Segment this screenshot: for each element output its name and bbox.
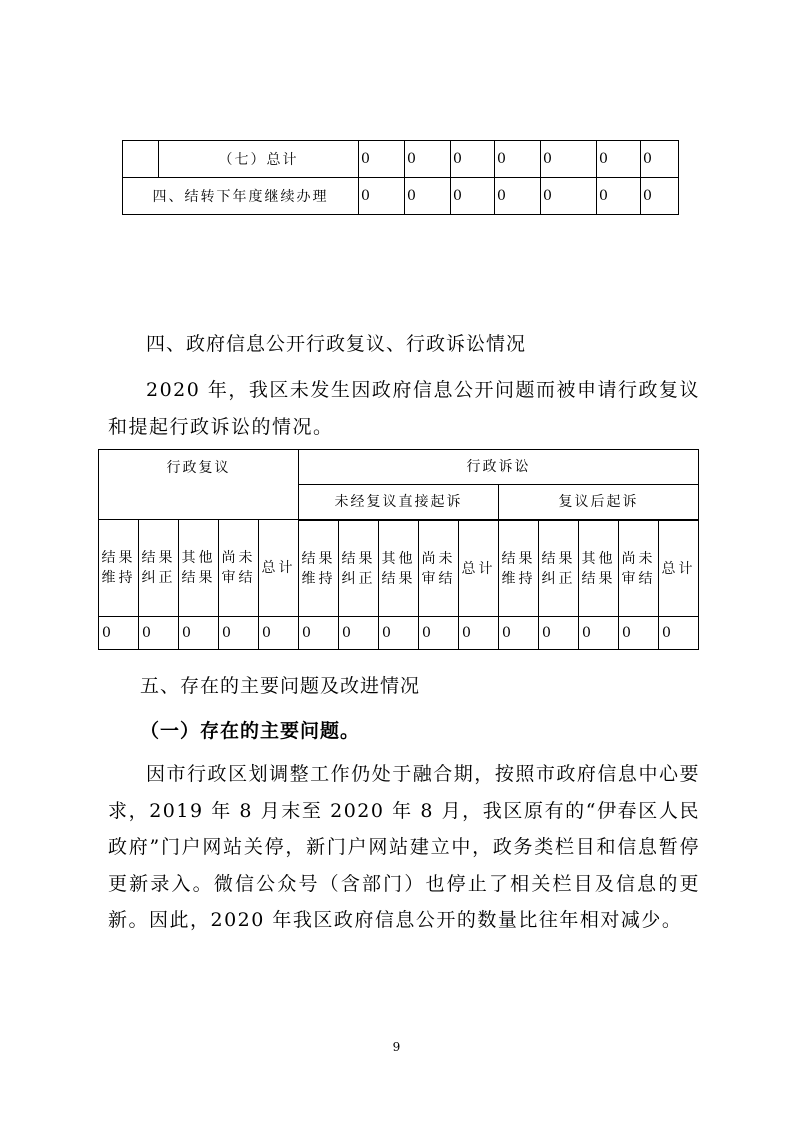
table-cell: 0 — [339, 617, 379, 650]
table-row — [99, 617, 699, 650]
table-cell: 0 — [495, 178, 541, 215]
table-cell: 0 — [619, 617, 659, 650]
table-cell: 0 — [359, 141, 405, 178]
table-cell: 0 — [405, 178, 451, 215]
table-row — [99, 450, 699, 485]
table-cell: 0 — [539, 617, 579, 650]
column-header: 其他结果 — [579, 521, 619, 617]
row-label: （七）总计 — [159, 141, 359, 178]
table-cell: 0 — [541, 178, 597, 215]
column-header: 总计 — [259, 520, 299, 617]
column-header: 其他结果 — [179, 520, 219, 617]
table-cell: 0 — [219, 617, 259, 650]
header-litigation: 行政诉讼 — [299, 450, 699, 485]
column-header: 结果维持 — [499, 521, 539, 617]
column-header: 总计 — [459, 521, 499, 617]
table-cell: 0 — [419, 617, 459, 650]
column-header: 尚未审结 — [619, 521, 659, 617]
table-cell — [123, 141, 159, 178]
table-cell: 0 — [179, 617, 219, 650]
column-header: 结果纠正 — [539, 521, 579, 617]
table-cell: 0 — [139, 617, 179, 650]
column-header: 结果纠正 — [339, 521, 379, 617]
table-cell: 0 — [459, 617, 499, 650]
table-cell: 0 — [499, 617, 539, 650]
column-header: 结果维持 — [299, 521, 339, 617]
table-cell: 0 — [597, 141, 641, 178]
table-cell: 0 — [379, 617, 419, 650]
table-row — [123, 141, 679, 178]
column-header: 结果维持 — [99, 520, 139, 617]
table-cell: 0 — [259, 617, 299, 650]
section-paragraph: 因市行政区划调整工作仍处于融合期，按照市政府信息中心要求，2019 年 8 月末至 2020 年 8 月，我区原有的“伊春区人民政府”门户网站关停，新门户网站建立中，政务类栏目和信息暂停更新录入。微信公众号（含部门）也停止了相关栏目及信息的更新。因此，2020 年我区政府信息公开的数量比往年相对减少。 — [108, 763, 700, 931]
column-header: 总计 — [659, 521, 699, 617]
table-cell: 0 — [359, 178, 405, 215]
table-cell: 0 — [659, 617, 699, 650]
table-cell: 0 — [299, 617, 339, 650]
table-cell: 0 — [451, 178, 495, 215]
table-cell: 0 — [641, 178, 679, 215]
top-table — [122, 140, 679, 215]
header-direct-suit: 未经复议直接起诉 — [299, 485, 499, 520]
page-number: 9 — [392, 1040, 401, 1054]
row-label: 四、结转下年度继续办理 — [123, 178, 359, 215]
table-cell: 0 — [99, 617, 139, 650]
table-cell: 0 — [495, 141, 541, 178]
section-heading: 四、政府信息公开行政复议、行政诉讼情况 — [146, 333, 527, 355]
table-cell: 0 — [641, 141, 679, 178]
subsection-heading: （一）存在的主要问题。 — [140, 720, 361, 742]
column-header: 其他结果 — [379, 521, 419, 617]
header-after-review: 复议后起诉 — [499, 485, 699, 520]
column-header: 尚未审结 — [219, 520, 259, 617]
column-header: 尚未审结 — [419, 521, 459, 617]
table-cell: 0 — [597, 178, 641, 215]
header-admin-review: 行政复议 — [99, 450, 299, 520]
table-cell: 0 — [451, 141, 495, 178]
section-paragraph: 2020 年，我区未发生因政府信息公开问题而被申请行政复议和提起行政诉讼的情况。 — [108, 379, 700, 438]
table-cell: 0 — [405, 141, 451, 178]
table-cell: 0 — [541, 141, 597, 178]
column-header: 结果纠正 — [139, 520, 179, 617]
review-table — [98, 449, 699, 650]
section-heading: 五、存在的主要问题及改进情况 — [140, 675, 421, 697]
table-row — [123, 178, 679, 215]
table-cell: 0 — [579, 617, 619, 650]
